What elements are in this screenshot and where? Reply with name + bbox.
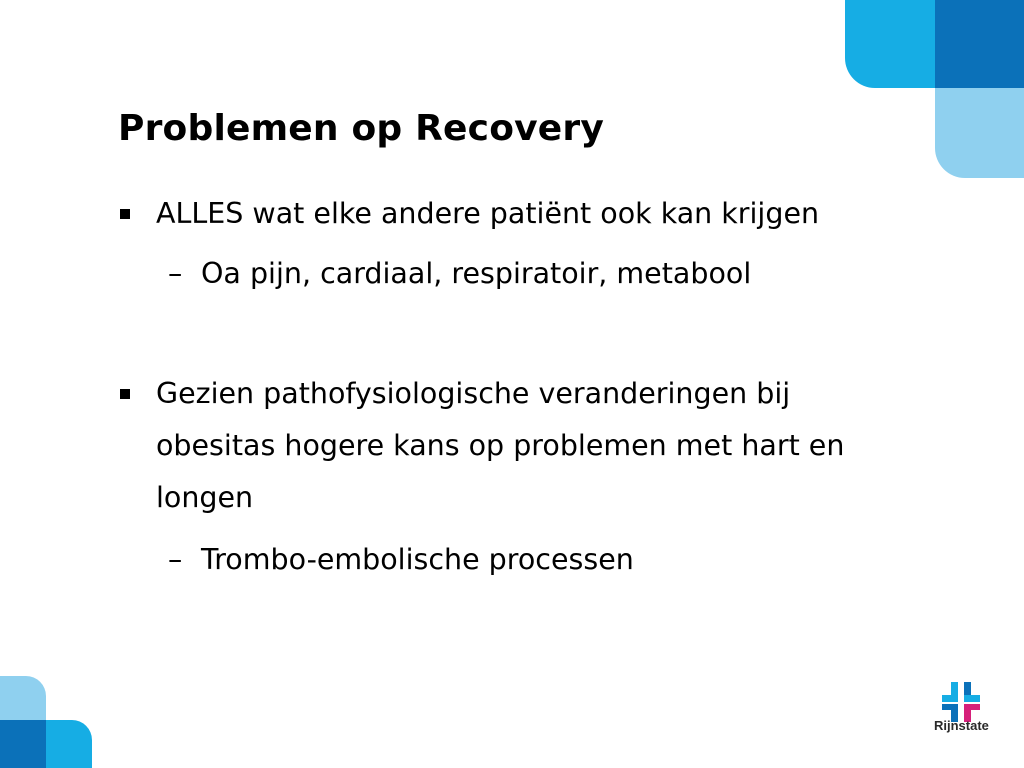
square-bullet-icon <box>120 389 130 399</box>
logo-text: Rijnstate <box>934 718 989 733</box>
dash-marker: – <box>168 543 183 576</box>
logo-bar <box>964 704 980 710</box>
corner-tile-top-right-light <box>935 88 1024 178</box>
corner-tile-top-right-cyan <box>845 0 941 88</box>
bullet-text: ALLES wat elke andere patiënt ook kan krijgen <box>156 197 820 230</box>
corner-tile-bottom-left-light <box>0 676 46 722</box>
bullet-text-line: longen <box>156 481 254 514</box>
logo-bar <box>942 695 958 702</box>
bullet-text-line: Gezien pathofysiologische veranderingen bij <box>156 377 791 410</box>
bullet-text-line: obesitas hogere kans op problemen met hart en <box>156 429 845 462</box>
corner-tile-top-right-blue <box>935 0 1024 88</box>
dash-marker: – <box>168 257 183 290</box>
corner-tile-bottom-left-cyan <box>46 720 92 768</box>
bullet-text <box>156 368 844 524</box>
logo-bar <box>964 695 980 702</box>
logo-bar <box>942 704 958 710</box>
sub-bullet-text: Oa pijn, cardiaal, respiratoir, metabool <box>201 257 752 290</box>
sub-bullet-text: Trombo-embolische processen <box>201 543 634 576</box>
corner-tile-bottom-left-blue <box>0 720 46 768</box>
slide-title: Problemen op Recovery <box>118 108 605 149</box>
square-bullet-icon <box>120 209 130 219</box>
